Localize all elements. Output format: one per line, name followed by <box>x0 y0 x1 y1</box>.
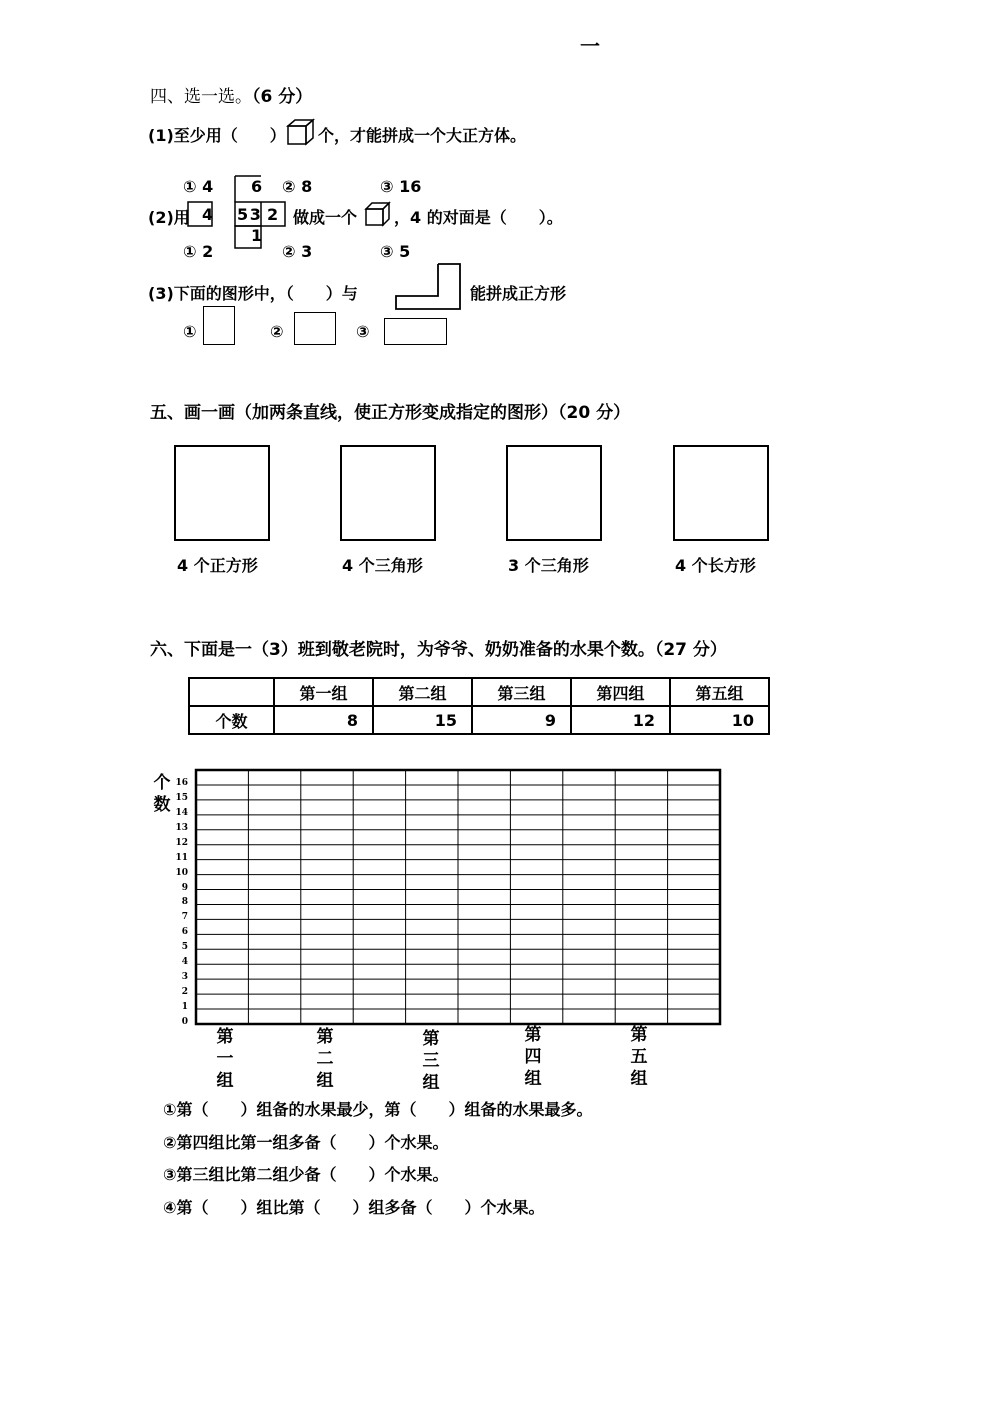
q2-option-3: ③ 5 <box>380 242 411 261</box>
table-header-cell: 第二组 <box>373 678 472 706</box>
q3-option-2-label: ② <box>270 322 284 341</box>
x-category-label: 组 <box>316 1071 334 1091</box>
y-tick-label: 3 <box>181 972 188 983</box>
y-tick-label: 13 <box>175 822 188 833</box>
y-tick-label: 0 <box>181 1017 188 1027</box>
y-tick-label: 1 <box>181 1002 188 1013</box>
table-cell: 9 <box>472 706 571 734</box>
y-tick-label: 7 <box>181 912 188 923</box>
section4-title: 四、选一选。 <box>150 87 252 107</box>
x-category-label: 组 <box>422 1073 440 1093</box>
q1-suffix: 个，才能拼成一个大正方体。 <box>318 126 527 145</box>
net-face-left: 4 <box>202 205 214 224</box>
table-header-cell: 第一组 <box>274 678 373 706</box>
drawing-square-4[interactable] <box>673 445 769 541</box>
drawing-square-2[interactable] <box>340 445 436 541</box>
y-tick-label: 6 <box>181 927 188 938</box>
caption-3: 3 个三角形 <box>508 556 589 575</box>
table-cell: 15 <box>373 706 472 734</box>
q3-option-2-shape <box>294 312 336 345</box>
y-tick-label: 9 <box>181 882 188 893</box>
caption-2: 4 个三角形 <box>342 556 423 575</box>
x-category-label: 五 <box>630 1047 648 1067</box>
q3-option-3-label: ③ <box>356 322 370 341</box>
net-face-middle: 5 3 <box>237 205 259 224</box>
page-mark: 一 <box>580 34 600 58</box>
table-header-cell: 第五组 <box>670 678 769 706</box>
q2-middle: 做成一个 <box>293 208 358 227</box>
q3-option-3-shape <box>384 318 447 345</box>
x-category-label: 四 <box>524 1047 542 1067</box>
q3-suffix: 能拼成正方形 <box>470 284 567 303</box>
table-header-cell <box>189 678 274 706</box>
q1-prefix: (1)至少用（ ） <box>148 126 286 145</box>
table-row-label: 个数 <box>189 706 274 734</box>
caption-1: 4 个正方形 <box>177 556 258 575</box>
cube-icon <box>364 201 392 227</box>
question-3: ③第三组比第二组少备（ ）个水果。 <box>163 1165 449 1184</box>
q2-suffix: ，4 的对面是（ ）。 <box>394 208 563 227</box>
table-row <box>189 706 769 734</box>
x-category-label: 第 <box>216 1027 234 1047</box>
y-tick-label: 2 <box>181 987 188 998</box>
table-header-cell: 第三组 <box>472 678 571 706</box>
q1-option-3: ③ 16 <box>380 177 422 196</box>
chart-grid[interactable] <box>194 768 722 1026</box>
x-category-label: 二 <box>316 1049 334 1069</box>
x-category-label: 第 <box>316 1027 334 1047</box>
question-2: ②第四组比第一组多备（ ）个水果。 <box>163 1133 449 1152</box>
net-face-right: 2 <box>267 205 279 224</box>
table-header-cell: 第四组 <box>571 678 670 706</box>
y-tick-label: 4 <box>181 957 188 968</box>
q2-prefix: (2)用 <box>148 208 190 227</box>
y-tick-label: 11 <box>175 852 188 863</box>
x-category-label: 组 <box>216 1071 234 1091</box>
x-category-label: 第 <box>630 1025 648 1045</box>
q1-option-2: ② 8 <box>282 177 313 196</box>
question-1: ①第（ ）组备的水果最少，第（ ）组备的水果最多。 <box>163 1100 593 1119</box>
table-header-row <box>189 678 769 706</box>
table-cell: 12 <box>571 706 670 734</box>
q3-prefix: (3)下面的图形中，（ ）与 <box>148 284 358 303</box>
drawing-square-1[interactable] <box>174 445 270 541</box>
section6-title: 六、下面是一（3）班到敬老院时，为爷爷、奶奶准备的水果个数。（27 分） <box>150 640 727 660</box>
y-tick-label: 16 <box>175 777 188 788</box>
y-tick-label: 14 <box>175 807 188 818</box>
x-category-label: 组 <box>524 1069 542 1089</box>
x-category-label: 组 <box>630 1069 648 1089</box>
section4-score: （6 分） <box>252 87 313 107</box>
table-cell: 8 <box>274 706 373 734</box>
question-4: ④第（ ）组比第（ ）组多备（ ）个水果。 <box>163 1198 545 1217</box>
q2-option-2: ② 3 <box>282 242 313 261</box>
q1-option-1: ① 4 <box>183 177 214 196</box>
q3-option-1-label: ① <box>183 322 197 341</box>
y-axis-label: 个数 <box>153 773 171 815</box>
net-face-top: 6 <box>251 177 263 196</box>
q2-option-1: ① 2 <box>183 242 214 261</box>
x-category-label: 第 <box>422 1029 440 1049</box>
y-tick-label: 15 <box>175 792 188 803</box>
fruit-table <box>188 677 770 735</box>
y-tick-label: 10 <box>175 867 188 878</box>
drawing-square-3[interactable] <box>506 445 602 541</box>
x-category-label: 第 <box>524 1025 542 1045</box>
q3-option-1-shape <box>203 306 235 345</box>
x-category-label: 三 <box>422 1051 440 1071</box>
caption-4: 4 个长方形 <box>675 556 756 575</box>
table-cell: 10 <box>670 706 769 734</box>
y-tick-label: 8 <box>181 897 188 908</box>
section4-heading <box>150 82 312 107</box>
cube-icon <box>286 118 316 146</box>
x-category-label: 一 <box>216 1049 234 1069</box>
net-face-bottom: 1 <box>251 226 263 245</box>
l-shape-figure <box>394 262 464 312</box>
section5-title: 五、画一画（加两条直线，使正方形变成指定的图形）（20 分） <box>150 403 631 423</box>
y-tick-label: 12 <box>175 837 188 848</box>
y-tick-label: 5 <box>181 942 188 953</box>
